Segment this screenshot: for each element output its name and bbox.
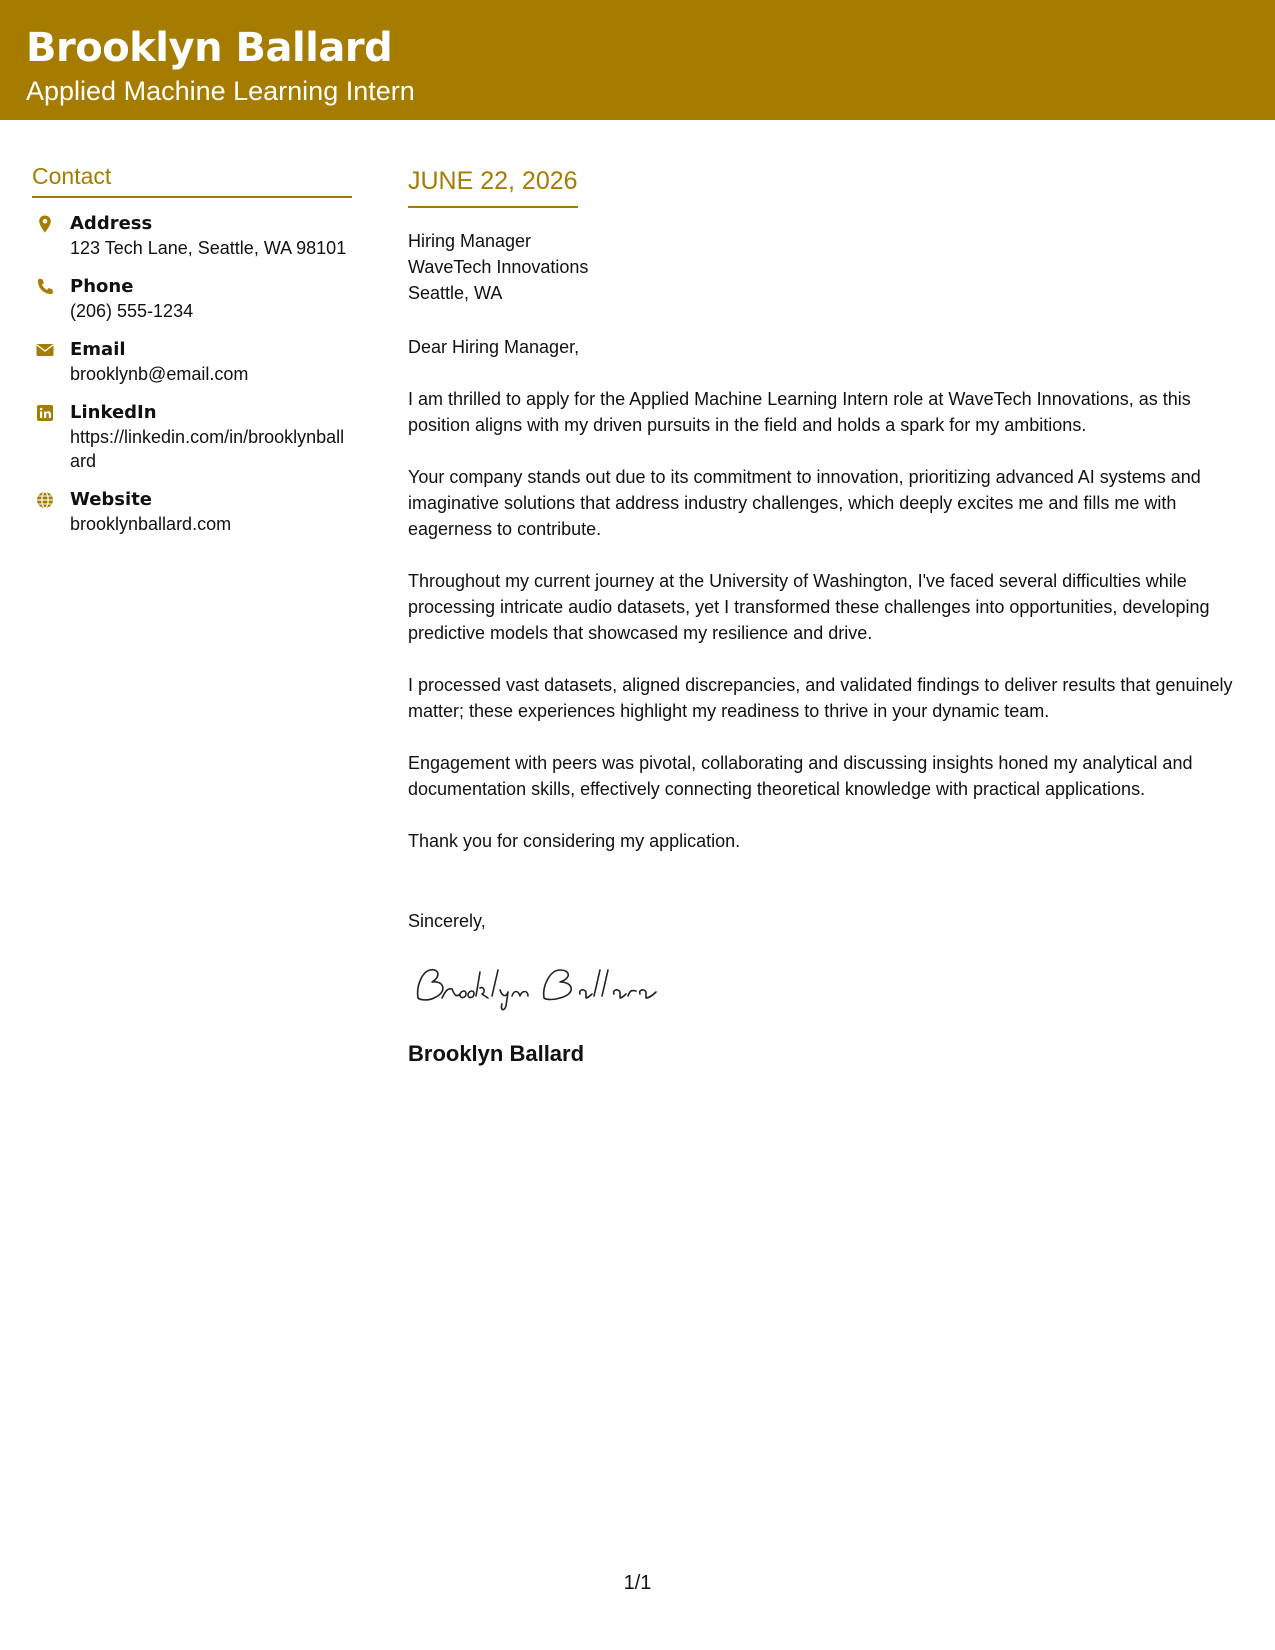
linkedin-icon (35, 403, 55, 423)
letter-paragraph: Engagement with peers was pivotal, collaborating and discussing insights honed my analytical and documentation skills, effectively connecting theoretical knowledge with practical applications. (408, 753, 1193, 799)
contact-heading: Contact (32, 162, 352, 198)
envelope-icon (35, 340, 55, 360)
phone-label: Phone (70, 276, 134, 297)
applicant-title: Applied Machine Learning Intern (26, 76, 415, 106)
location-pin-icon (35, 214, 55, 234)
website-label: Website (70, 489, 153, 510)
letter-paragraph: I am thrilled to apply for the Applied Machine Learning Intern role at WaveTech Innovations, as this position aligns with my driven pursuits in the field and holds a spark for my ambitions. (408, 389, 1191, 435)
address-label: Address (70, 213, 153, 234)
recipient-line: WaveTech Innovations (408, 257, 589, 277)
contact-email (32, 338, 352, 386)
letter-date: JUNE 22, 2026 (408, 166, 578, 208)
contact-address (32, 212, 352, 260)
email-label: Email (70, 339, 126, 360)
phone-icon (35, 277, 55, 297)
applicant-name: Brooklyn Ballard (26, 25, 393, 71)
letter-paragraph: Your company stands out due to its commitment to innovation, prioritizing advanced AI systems and imaginative solutions that address industry challenges, which deeply excites me and fills me with eagerness to contribute. (408, 467, 1201, 539)
contact-sidebar (32, 162, 352, 551)
handwritten-signature (408, 958, 688, 1014)
linkedin-label: LinkedIn (70, 402, 157, 423)
letter-paragraph: Throughout my current journey at the University of Washington, I've faced several difficulties while processing intricate audio datasets, yet I transformed these challenges into opportunities, developing predictive models that showcased my resilience and drive. (408, 571, 1210, 643)
contact-website (32, 488, 352, 536)
globe-icon (35, 490, 55, 510)
address-value: 123 Tech Lane, Seattle, WA 98101 (70, 238, 347, 258)
letter-paragraph: I processed vast datasets, aligned discrepancies, and validated findings to deliver results that genuinely matter; these experiences highlight my readiness to thrive in your dynamic team. (408, 675, 1233, 721)
signer-name: Brooklyn Ballard (408, 1041, 585, 1066)
phone-value: (206) 555-1234 (70, 301, 194, 321)
header-banner (0, 0, 1275, 120)
page-number: 1/1 (623, 1572, 652, 1594)
closing: Sincerely, (408, 911, 486, 931)
recipient-line: Hiring Manager (408, 231, 532, 251)
salutation: Dear Hiring Manager, (408, 337, 580, 357)
letter-body (408, 166, 1248, 1068)
recipient-line: Seattle, WA (408, 283, 503, 303)
email-value[interactable]: brooklynb@email.com (70, 364, 249, 384)
linkedin-value[interactable]: https://linkedin.com/in/brooklynballard (70, 427, 345, 471)
contact-linkedin (32, 401, 352, 473)
contact-phone (32, 275, 352, 323)
letter-paragraph: Thank you for considering my application. (408, 831, 741, 851)
recipient-block (408, 228, 1248, 306)
website-value[interactable]: brooklynballard.com (70, 514, 232, 534)
